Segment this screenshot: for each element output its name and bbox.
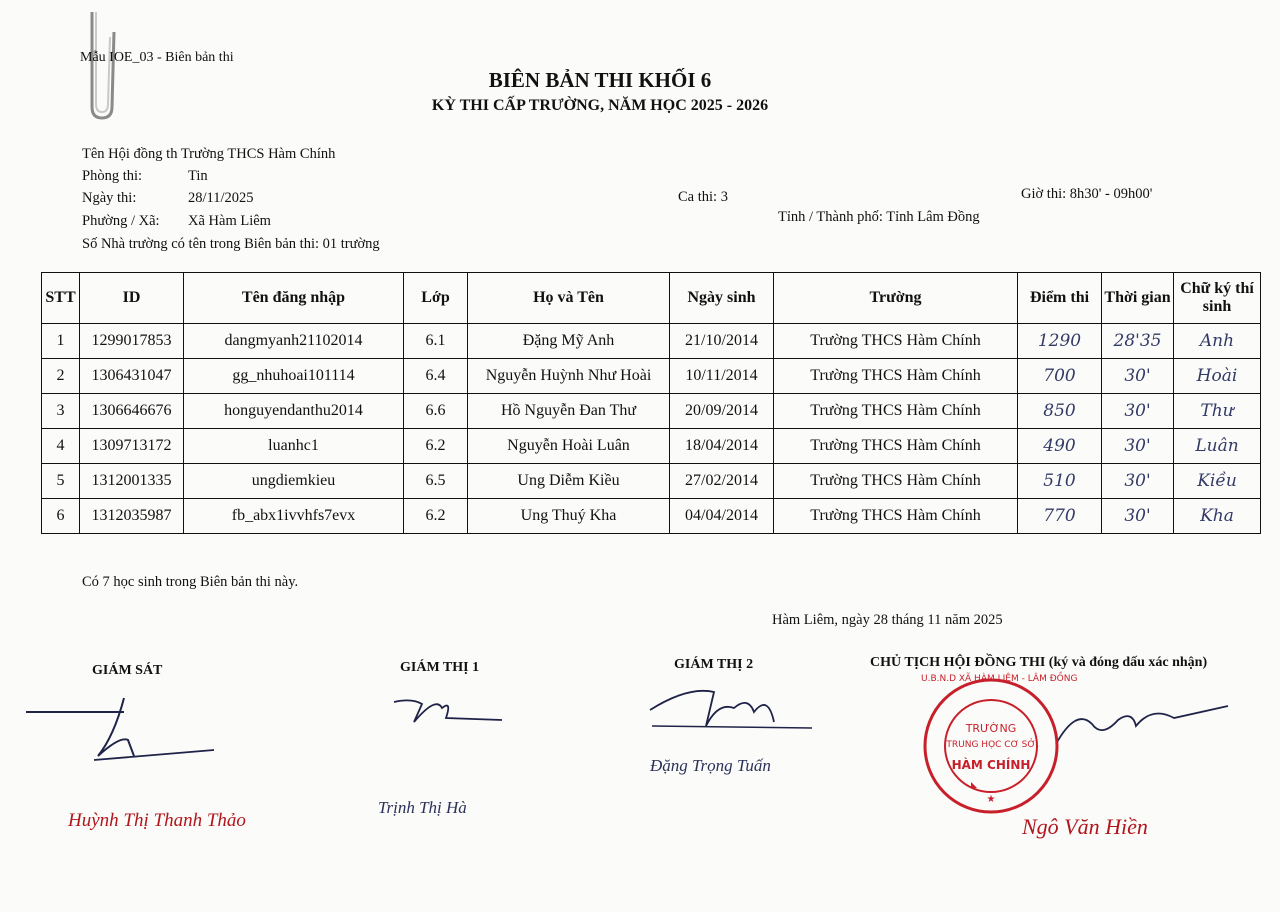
council-label: Tên Hội đồng th [82,146,178,162]
header-signature: Chữ ký thí sinh [1174,273,1261,324]
cell-school: Trường THCS Hàm Chính [774,324,1018,359]
student-count-note: Có 7 học sinh trong Biên bản thi này. [82,574,299,590]
cell-score: 700 [1018,359,1102,394]
chair-signature-icon [1052,698,1232,754]
place-date: Hàm Liêm, ngày 28 tháng 11 năm 2025 [772,612,1003,628]
cell-id: 1306431047 [80,359,184,394]
cell-full-name: Ung Thuý Kha [468,499,670,534]
invigilator2-role: GIÁM THỊ 2 [674,657,754,672]
header-class: Lớp [404,273,468,324]
date-label: Ngày thi: [82,190,137,206]
date-line [82,190,254,207]
svg-text:★: ★ [986,794,996,805]
cell-dob: 10/11/2014 [670,359,774,394]
invigilator2-name: Đặng Trọng Tuấn [650,756,771,775]
cell-signature: Thư [1174,394,1261,429]
invigilator1-role: GIÁM THỊ 1 [400,660,480,675]
cell-time: 30' [1102,464,1174,499]
header-score: Điểm thi [1018,273,1102,324]
room-label: Phòng thi: [82,168,143,184]
stamp-line1: TRƯỜNG [965,722,1017,735]
header-stt: STT [42,273,80,324]
ward-label: Phường / Xã: [82,213,160,229]
cell-username: ungdiemkieu [184,464,404,499]
cell-time: 30' [1102,429,1174,464]
form-code: Mẫu IOE_03 - Biên bản thi [80,50,234,65]
cell-time: 30' [1102,499,1174,534]
document-subtitle: KỲ THI CẤP TRƯỜNG, NĂM HỌC 2025 - 2026 [431,97,769,114]
cell-stt: 3 [42,394,80,429]
table-row [42,359,1261,394]
cell-username: fb_abx1ivvhfs7evx [184,499,404,534]
stamp-line3: HÀM CHÍNH [951,758,1031,772]
chair-role: CHỦ TỊCH HỘI ĐỒNG THI (ký và đóng dấu xác nhận) [870,655,1208,670]
cell-dob: 27/02/2014 [670,464,774,499]
header-school: Trường [774,273,1018,324]
shift-text: Ca thi: 3 [678,189,728,205]
cell-signature: Anh [1174,324,1261,359]
header-dob: Ngày sinh [670,273,774,324]
exam-table [41,272,1261,534]
cell-dob: 04/04/2014 [670,499,774,534]
cell-signature: Luân [1174,429,1261,464]
supervisor-signature-icon [24,696,224,768]
cell-id: 1309713172 [80,429,184,464]
ward-value: Xã Hàm Liêm [188,213,271,229]
cell-school: Trường THCS Hàm Chính [774,464,1018,499]
school-count-text: Số Nhà trường có tên trong Biên bản thi: 01 trường [82,236,380,252]
cell-school: Trường THCS Hàm Chính [774,429,1018,464]
header-time: Thời gian [1102,273,1174,324]
ward-line [82,213,271,230]
cell-id: 1306646676 [80,394,184,429]
cell-stt: 6 [42,499,80,534]
cell-username: dangmyanh21102014 [184,324,404,359]
cell-class: 6.6 [404,394,468,429]
cell-score: 770 [1018,499,1102,534]
cell-full-name: Đặng Mỹ Anh [468,324,670,359]
room-value: Tin [188,168,208,184]
cell-class: 6.5 [404,464,468,499]
council-value: Trường THCS Hàm Chính [180,146,336,162]
table-row [42,394,1261,429]
invigilator2-signature-icon [648,682,818,738]
cell-dob: 21/10/2014 [670,324,774,359]
stamp-ring-text: U.B.N.D XÃ HÀM LIÊM - LÂM ĐỒNG [921,674,1078,684]
table-row [42,499,1261,534]
cell-dob: 18/04/2014 [670,429,774,464]
cell-dob: 20/09/2014 [670,394,774,429]
cell-stt: 2 [42,359,80,394]
cell-full-name: Nguyễn Huỳnh Như Hoài [468,359,670,394]
cell-time: 30' [1102,359,1174,394]
cell-class: 6.2 [404,499,468,534]
chair-name: Ngô Văn Hiền [1022,814,1148,839]
header-id: ID [80,273,184,324]
header-username: Tên đăng nhập [184,273,404,324]
cell-signature: Kha [1174,499,1261,534]
exam-time-text: Giờ thi: 8h30' - 09h00' [1021,186,1153,202]
cell-class: 6.2 [404,429,468,464]
header-full-name: Họ và Tên [468,273,670,324]
cell-id: 1299017853 [80,324,184,359]
council-line [82,146,335,163]
stamp-line2: TRUNG HỌC CƠ SỞ [946,740,1036,750]
room-line [82,168,208,185]
cell-score: 1290 [1018,324,1102,359]
cell-signature: Kiều [1174,464,1261,499]
cell-stt: 5 [42,464,80,499]
cell-class: 6.4 [404,359,468,394]
table-header-row [42,273,1261,324]
cell-username: honguyendanthu2014 [184,394,404,429]
invigilator1-signature-icon [392,690,508,730]
cell-full-name: Nguyễn Hoài Luân [468,429,670,464]
cell-username: luanhc1 [184,429,404,464]
cell-time: 28'35 [1102,324,1174,359]
cell-username: gg_nhuhoai101114 [184,359,404,394]
cell-school: Trường THCS Hàm Chính [774,359,1018,394]
cell-time: 30' [1102,394,1174,429]
cell-score: 850 [1018,394,1102,429]
cell-school: Trường THCS Hàm Chính [774,499,1018,534]
cell-stt: 1 [42,324,80,359]
cell-score: 490 [1018,429,1102,464]
cell-score: 510 [1018,464,1102,499]
table-row [42,324,1261,359]
cell-id: 1312001335 [80,464,184,499]
cell-stt: 4 [42,429,80,464]
invigilator1-name: Trịnh Thị Hà [378,798,467,817]
province-text: Tỉnh / Thành phố: Tỉnh Lâm Đồng [778,209,980,225]
supervisor-name: Huỳnh Thị Thanh Thảo [68,810,246,831]
cell-school: Trường THCS Hàm Chính [774,394,1018,429]
table-row [42,429,1261,464]
cell-signature: Hoài [1174,359,1261,394]
cell-full-name: Ung Diễm Kiều [468,464,670,499]
cell-id: 1312035987 [80,499,184,534]
table-row [42,464,1261,499]
document-title: BIÊN BẢN THI KHỐI 6 [488,68,712,92]
cell-class: 6.1 [404,324,468,359]
date-value: 28/11/2025 [188,190,254,206]
cell-full-name: Hồ Nguyễn Đan Thư [468,394,670,429]
supervisor-role: GIÁM SÁT [92,663,163,678]
